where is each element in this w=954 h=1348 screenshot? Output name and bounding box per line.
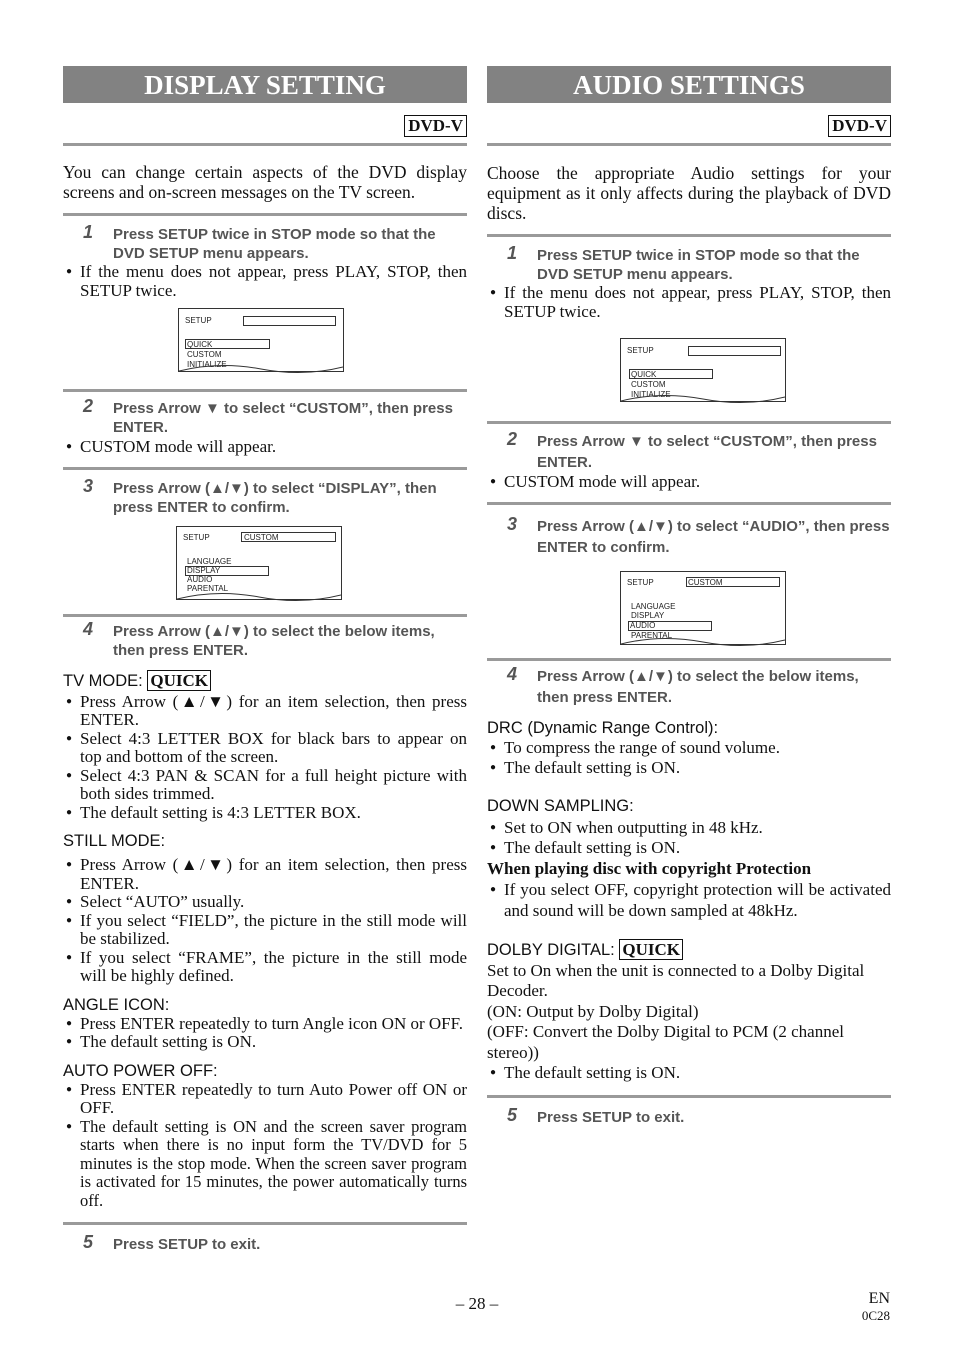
bullet: ● The default setting is ON and the screen saver program starts when there is no input form the TV/DVD for 5 minutes is the stop mode. When the screen saver program is activated for 15 minutes, the power automatically turns off. <box>63 1118 467 1211</box>
step-text: Press SETUP to exit. <box>537 1108 685 1126</box>
divider <box>63 1222 467 1225</box>
bullet: ● The default setting is ON. <box>63 1033 467 1052</box>
still-mode-label: STILL MODE: <box>63 832 166 850</box>
dvd-v-badge: DVD-V <box>828 115 891 137</box>
step-number: 5 <box>83 1232 94 1252</box>
step-4 <box>487 663 891 708</box>
screen-curl <box>621 636 785 652</box>
divider <box>63 467 467 470</box>
step-1 <box>63 222 467 263</box>
divider <box>487 658 891 661</box>
menu-item: DISPLAY <box>631 610 665 620</box>
step-text: Press SETUP twice in STOP mode so that the DVD SETUP menu appears. <box>537 247 860 283</box>
step-3 <box>63 475 467 517</box>
divider <box>63 143 467 146</box>
step-number: 3 <box>507 513 518 534</box>
step-1-note: ● If the menu does not appear, press PLAY, STOP, then SETUP twice. <box>487 284 891 321</box>
step-2 <box>63 396 467 437</box>
bullet: ● If you select “FRAME”, the picture in the still mode will be highly defined. <box>63 949 467 986</box>
step-5 <box>487 1104 891 1127</box>
bullet: ● Select 4:3 LETTER BOX for black bars to appear on top and bottom of the screen. <box>63 730 467 767</box>
dolby-on-note: (ON: Output by Dolby Digital) <box>487 1001 699 1021</box>
bullet: ● Press ENTER repeatedly to turn Angle icon ON or OFF. <box>63 1015 467 1034</box>
step-1-note: ● If the menu does not appear, press PLAY, STOP, then SETUP twice. <box>63 263 467 300</box>
screen-header: SETUP <box>183 532 210 542</box>
step-2-note: ● CUSTOM mode will appear. <box>63 438 467 457</box>
step-text: Press Arrow ▼ to select “CUSTOM”, then press ENTER. <box>537 433 877 471</box>
step-2 <box>487 431 891 473</box>
bullet: ● The default setting is 4:3 LETTER BOX. <box>63 804 467 823</box>
menu-item: PARENTAL <box>187 583 229 593</box>
setup-menu-screen <box>620 338 786 402</box>
bullet: ● Press ENTER repeatedly to turn Auto Power off ON or OFF. <box>63 1081 467 1118</box>
step-text: Press Arrow (▲/▼) to select the below items, then press ENTER. <box>537 667 859 706</box>
header-box <box>688 346 781 356</box>
audio-settings-section <box>487 66 891 1127</box>
step-number: 3 <box>83 475 94 496</box>
menu-item: AUDIO <box>187 574 213 584</box>
menu-item: INITIALIZE <box>631 390 671 399</box>
menu-item: DISPLAY <box>187 565 221 575</box>
quick-badge: QUICK <box>147 670 211 691</box>
bullet: ● To compress the range of sound volume. <box>487 738 891 759</box>
divider <box>487 502 891 505</box>
step-number: 4 <box>507 663 518 684</box>
divider <box>63 614 467 617</box>
step-2-note: ● CUSTOM mode will appear. <box>487 473 891 492</box>
divider <box>487 1095 891 1098</box>
dvd-v-badge: DVD-V <box>404 115 467 137</box>
quick-badge: QUICK <box>619 939 683 960</box>
bullet: ● If you select OFF, copyright protection will be activated and sound will be down sampled at 48kHz. <box>487 879 891 921</box>
step-number: 1 <box>507 243 518 263</box>
step-4 <box>63 618 467 660</box>
divider <box>63 213 467 216</box>
bullet: ● Select 4:3 PAN & SCAN for a full height picture with both sides trimmed. <box>63 767 467 804</box>
screen-header: SETUP <box>185 316 212 325</box>
divider <box>487 143 891 146</box>
step-text: Press SETUP twice in STOP mode so that the DVD SETUP menu appears. <box>113 226 436 262</box>
display-setting-section <box>63 66 467 1254</box>
menu-item: CUSTOM <box>187 350 222 359</box>
step-3 <box>487 513 891 558</box>
section-label: DOLBY DIGITAL: <box>487 940 615 959</box>
step-number: 1 <box>83 222 94 242</box>
document-code: 0C28 <box>861 1308 890 1323</box>
screen-curl <box>179 363 343 379</box>
divider <box>63 389 467 392</box>
bullet: ● Press Arrow (▲/▼) for an item selection, then press ENTER. <box>63 693 467 730</box>
display-setting-title: DISPLAY SETTING <box>63 66 467 103</box>
bullet: ● The default setting is ON. <box>487 838 891 859</box>
angle-icon-label: ANGLE ICON: <box>63 995 170 1014</box>
custom-menu-screen <box>620 571 786 645</box>
menu-item: QUICK <box>187 340 213 349</box>
custom-menu-screen <box>176 526 342 600</box>
menu-item: LANGUAGE <box>187 556 232 566</box>
dolby-off-note: (OFF: Convert the Dolby Digital to PCM (2 channel stereo)) <box>487 1022 844 1062</box>
bullet: ● The default setting is ON. <box>487 758 891 779</box>
menu-item: QUICK <box>631 370 657 379</box>
header-box <box>243 316 336 326</box>
intro-text: Choose the appropriate Audio settings for your equipment as it only affects during the playback of DVD discs. <box>487 163 891 223</box>
page-number: – 28 – <box>455 1294 499 1313</box>
step-text: Press Arrow ▼ to select “CUSTOM”, then press ENTER. <box>113 400 453 436</box>
auto-power-off-label: AUTO POWER OFF: <box>63 1061 218 1080</box>
bullet: ● The default setting is ON. <box>487 1063 891 1084</box>
step-text: Press Arrow (▲/▼) to select the below items, then press ENTER. <box>113 622 435 659</box>
copyright-heading: When playing disc with copyright Protection <box>487 858 812 878</box>
step-number: 5 <box>507 1104 518 1125</box>
drc-label: DRC (Dynamic Range Control): <box>487 718 719 737</box>
step-number: 2 <box>507 429 518 449</box>
bullet: ● Select “AUTO” usually. <box>63 893 467 912</box>
tv-mode-label <box>63 670 467 691</box>
menu-item: LANGUAGE <box>631 601 676 611</box>
screen-tab: CUSTOM <box>688 577 723 587</box>
divider <box>487 421 891 424</box>
setup-menu-screen <box>178 308 344 372</box>
menu-item: CUSTOM <box>631 380 666 389</box>
step-text: Press SETUP to exit. <box>113 1236 261 1253</box>
bullet: ● Set to ON when outputting in 48 kHz. <box>487 818 891 839</box>
section-label: TV MODE: <box>63 671 143 690</box>
down-sampling-label: DOWN SAMPLING: <box>487 796 634 815</box>
language-code: EN <box>868 1290 890 1307</box>
dolby-description: Set to On when the unit is connected to a Dolby Digital Decoder. <box>487 960 865 1000</box>
intro-text: You can change certain aspects of the DVD display screens and on-screen messages on the TV screen. <box>63 162 467 202</box>
screen-header: SETUP <box>627 346 654 355</box>
screen-curl <box>177 591 341 607</box>
step-text: Press Arrow (▲/▼) to select “DISPLAY”, then press ENTER to confirm. <box>113 479 437 516</box>
menu-item: AUDIO <box>630 620 656 630</box>
step-number: 2 <box>83 396 94 416</box>
step-5 <box>63 1232 467 1254</box>
bullet: ● If you select “FIELD”, the picture in the still mode will be stabilized. <box>63 912 467 949</box>
screen-curl <box>621 393 785 409</box>
dolby-digital-label <box>487 939 891 960</box>
menu-item: PARENTAL <box>631 630 673 640</box>
menu-item: INITIALIZE <box>187 360 227 369</box>
divider <box>487 234 891 237</box>
audio-settings-title: AUDIO SETTINGS <box>487 66 891 103</box>
step-number: 4 <box>83 618 94 639</box>
step-text: Press Arrow (▲/▼) to select “AUDIO”, then press ENTER to confirm. <box>537 517 890 556</box>
screen-header: SETUP <box>627 577 654 587</box>
step-1 <box>487 243 891 284</box>
screen-tab: CUSTOM <box>244 532 279 542</box>
bullet: ● Press Arrow (▲/▼) for an item selection, then press ENTER. <box>63 856 467 893</box>
